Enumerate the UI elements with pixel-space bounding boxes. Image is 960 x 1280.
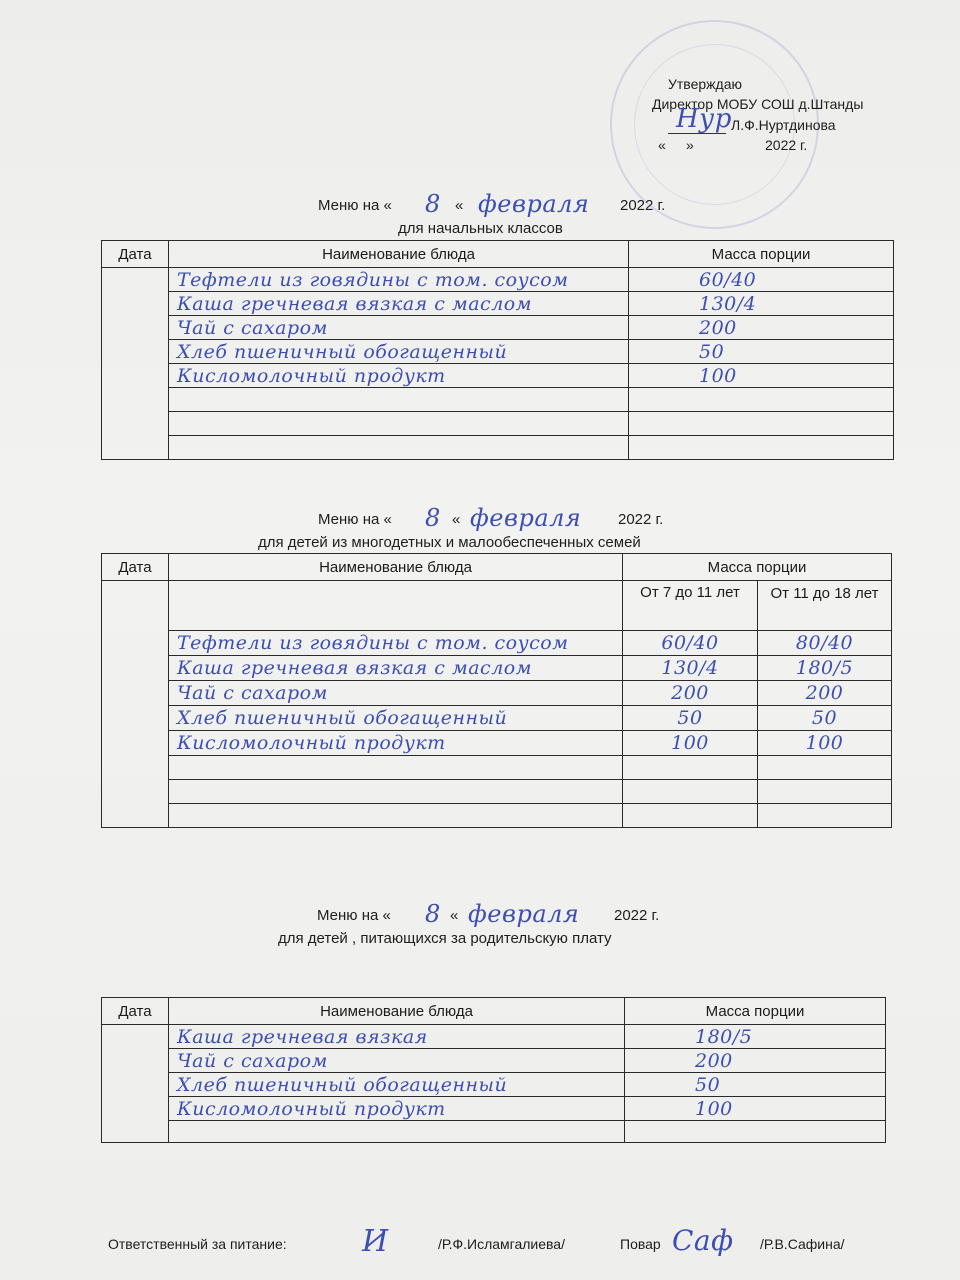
- table-row-mass-11-18: 180/5: [758, 656, 892, 681]
- menu-title-3-day: 8: [425, 900, 441, 928]
- subcol-header-7-11: От 7 до 11 лет: [623, 581, 758, 631]
- table-row-dish: Кисломолочный продукт: [169, 1097, 625, 1121]
- table-row-mass: 130/4: [629, 292, 894, 316]
- empty-cell: [623, 780, 758, 804]
- table-row-dish: Каша гречневая вязкая с маслом: [169, 292, 629, 316]
- menu-table-primary: [101, 240, 894, 460]
- empty-cell: [169, 388, 629, 412]
- col-header-dish: Наименование блюда: [169, 554, 623, 581]
- empty-cell: [623, 804, 758, 828]
- table-row-dish: Чай с сахаром: [169, 681, 623, 706]
- table-row-mass: 200: [629, 316, 894, 340]
- table-row-mass-7-11: 130/4: [623, 656, 758, 681]
- empty-cell: [169, 436, 629, 460]
- col-header-mass: Масса порции: [623, 554, 892, 581]
- subcol-header-11-18: От 11 до 18 лет: [758, 581, 892, 631]
- table-row-mass: 50: [629, 340, 894, 364]
- cook-signature: Саф: [672, 1224, 734, 1257]
- menu-title-2-prefix: Меню на «: [318, 511, 392, 528]
- table-row-dish: Каша гречневая вязкая с маслом: [169, 656, 623, 681]
- menu-title-1-year: 2022 г.: [620, 197, 666, 214]
- menu-subtitle-2: для детей из многодетных и малообеспеченных семей: [258, 534, 641, 551]
- approval-director: Л.Ф.Нуртдинова: [731, 117, 836, 133]
- col-header-dish: Наименование блюда: [169, 998, 625, 1025]
- table-row-dish: Тефтели из говядины с том. соусом: [169, 631, 623, 656]
- col-header-mass: Масса порции: [629, 241, 894, 268]
- cook-label: Повар: [620, 1236, 661, 1252]
- empty-cell: [758, 804, 892, 828]
- menu-title-1-prefix: Меню на «: [318, 197, 392, 214]
- table-row-dish: Кисломолочный продукт: [169, 731, 623, 756]
- cook-name: /Р.В.Сафина/: [760, 1236, 845, 1252]
- col-header-mass: Масса порции: [625, 998, 886, 1025]
- table-row-mass: 100: [625, 1097, 886, 1121]
- menu-title-2-day: 8: [425, 504, 441, 532]
- empty-cell: [629, 436, 894, 460]
- table-row-dish: Чай с сахаром: [169, 316, 629, 340]
- menu-table-paid: [101, 997, 886, 1143]
- approval-title: Утверждаю: [668, 76, 742, 92]
- empty-cell: [758, 756, 892, 780]
- approval-position: Директор МОБУ СОШ д.Штанды: [652, 96, 864, 112]
- table-row-mass: 60/40: [629, 268, 894, 292]
- menu-title-3-month: февраля: [468, 900, 580, 928]
- menu-title-3-prefix: Меню на «: [317, 907, 391, 924]
- menu-title-2-month: февраля: [470, 504, 582, 532]
- empty-cell: [169, 804, 623, 828]
- menu-subtitle-1: для начальных классов: [398, 220, 563, 237]
- responsible-label: Ответственный за питание:: [108, 1236, 287, 1252]
- table-row-dish: Хлеб пшеничный обогащенный: [169, 340, 629, 364]
- menu-table-large-families: [101, 553, 892, 828]
- menu-title-3-quote: «: [450, 907, 459, 924]
- empty-cell: [169, 1121, 625, 1143]
- table-row-mass-7-11: 50: [623, 706, 758, 731]
- col-header-dish: Наименование блюда: [169, 241, 629, 268]
- responsible-name: /Р.Ф.Исламгалиева/: [438, 1236, 565, 1252]
- table-row-mass-7-11: 60/40: [623, 631, 758, 656]
- date-cell: [102, 581, 169, 828]
- table-row-dish: Чай с сахаром: [169, 1049, 625, 1073]
- table-row-mass-7-11: 100: [623, 731, 758, 756]
- menu-subtitle-3: для детей , питающихся за родительскую плату: [278, 930, 612, 947]
- empty-cell: [169, 780, 623, 804]
- menu-title-1-day: 8: [425, 190, 441, 218]
- director-signature: Нур: [676, 104, 732, 134]
- date-cell: [102, 268, 169, 460]
- menu-title-1-month: февраля: [478, 190, 590, 218]
- menu-title-3-year: 2022 г.: [614, 907, 660, 924]
- menu-title-2-year: 2022 г.: [618, 511, 664, 528]
- approval-year: 2022 г.: [765, 137, 808, 153]
- table-row-mass-11-18: 80/40: [758, 631, 892, 656]
- col-header-date: Дата: [102, 554, 169, 581]
- table-row-dish: Тефтели из говядины с том. соусом: [169, 268, 629, 292]
- table-row-dish: Хлеб пшеничный обогащенный: [169, 706, 623, 731]
- table-row-mass: 180/5: [625, 1025, 886, 1049]
- table-row-dish: Каша гречневая вязкая: [169, 1025, 625, 1049]
- empty-cell: [629, 388, 894, 412]
- table-row-mass: 200: [625, 1049, 886, 1073]
- approval-date-open: «: [658, 137, 666, 153]
- approval-date-close: »: [686, 137, 694, 153]
- table-row-mass-11-18: 200: [758, 681, 892, 706]
- table-row-mass-11-18: 50: [758, 706, 892, 731]
- empty-cell: [758, 780, 892, 804]
- empty-cell: [623, 756, 758, 780]
- empty-cell: [629, 412, 894, 436]
- table-row-mass-7-11: 200: [623, 681, 758, 706]
- date-cell: [102, 1025, 169, 1143]
- col-header-date: Дата: [102, 241, 169, 268]
- table-row-mass: 100: [629, 364, 894, 388]
- menu-title-2-quote: «: [452, 511, 461, 528]
- responsible-signature: И: [362, 1224, 389, 1259]
- empty-cell: [625, 1121, 886, 1143]
- menu-title-1-quote: «: [455, 197, 464, 214]
- table-row-mass-11-18: 100: [758, 731, 892, 756]
- empty-cell: [169, 756, 623, 780]
- col-header-date: Дата: [102, 998, 169, 1025]
- empty-cell: [169, 581, 623, 631]
- table-row-dish: Хлеб пшеничный обогащенный: [169, 1073, 625, 1097]
- table-row-mass: 50: [625, 1073, 886, 1097]
- empty-cell: [169, 412, 629, 436]
- table-row-dish: Кисломолочный продукт: [169, 364, 629, 388]
